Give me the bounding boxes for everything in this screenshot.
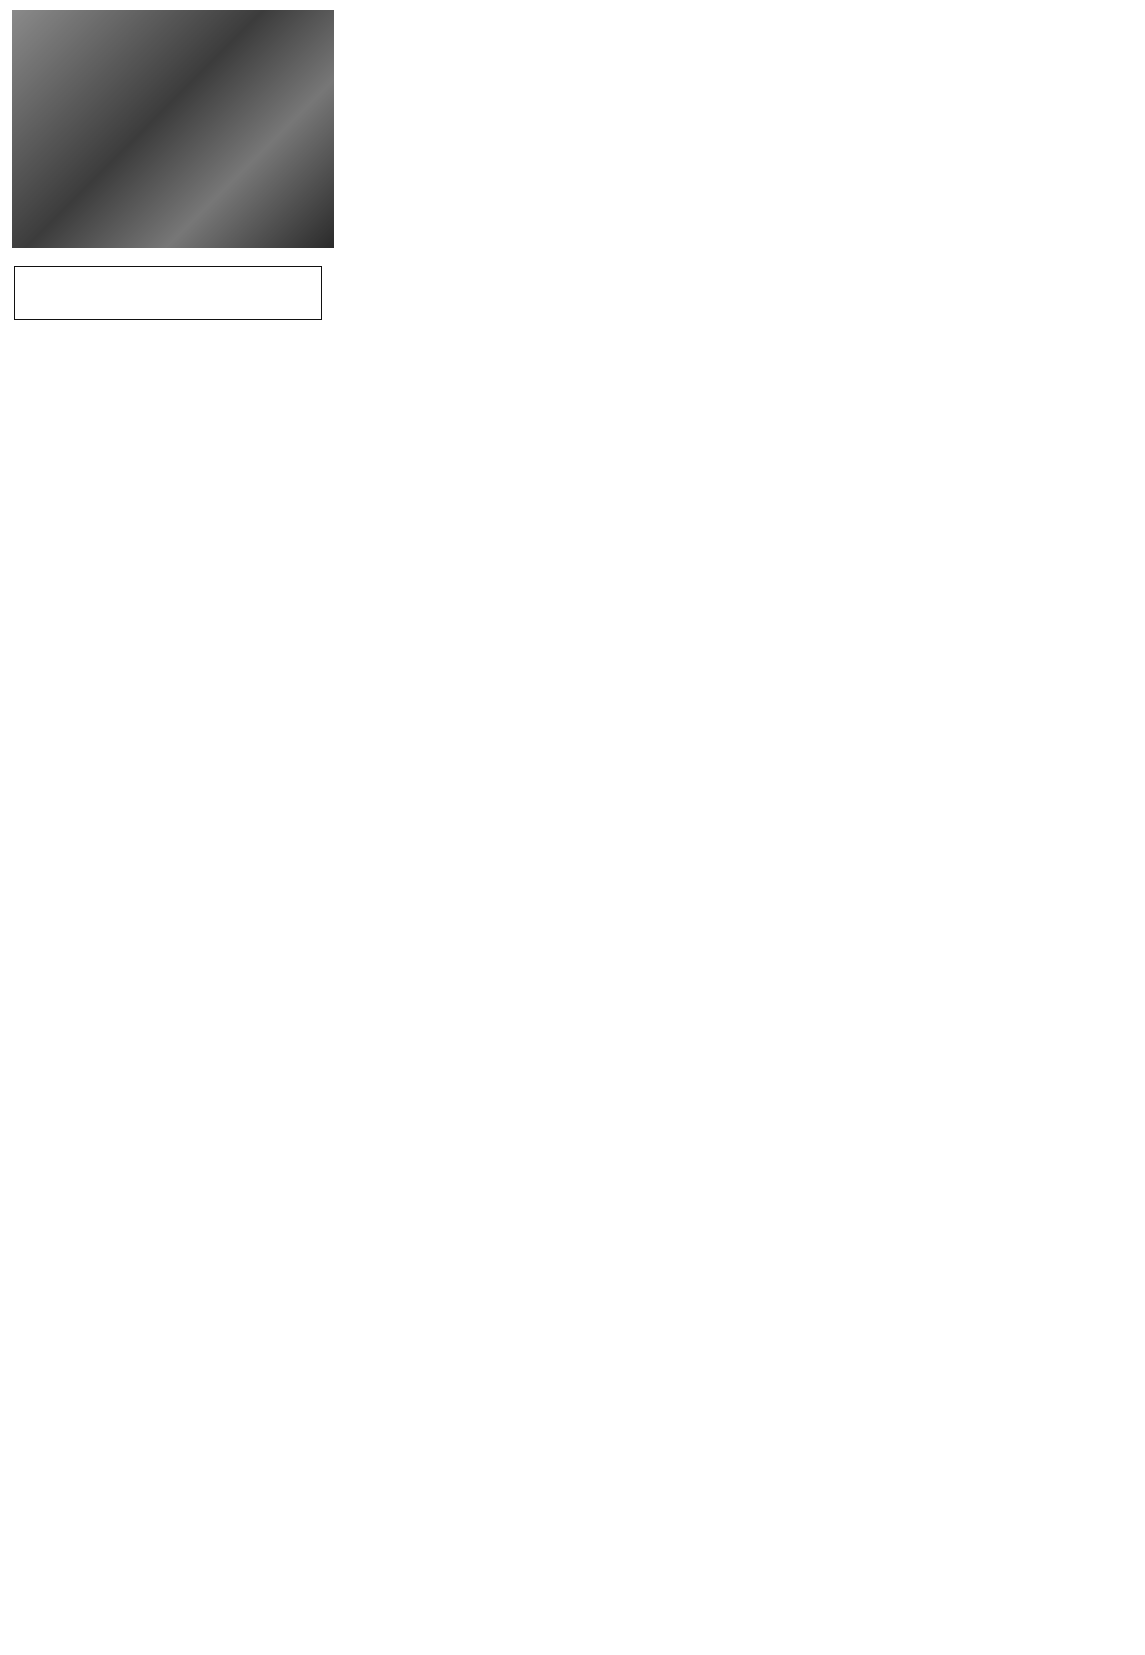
main-article-col-2 — [545, 128, 715, 648]
main-article-col-1 — [363, 128, 535, 648]
family-photo-top — [12, 10, 334, 248]
photo-caption-box — [14, 266, 322, 320]
